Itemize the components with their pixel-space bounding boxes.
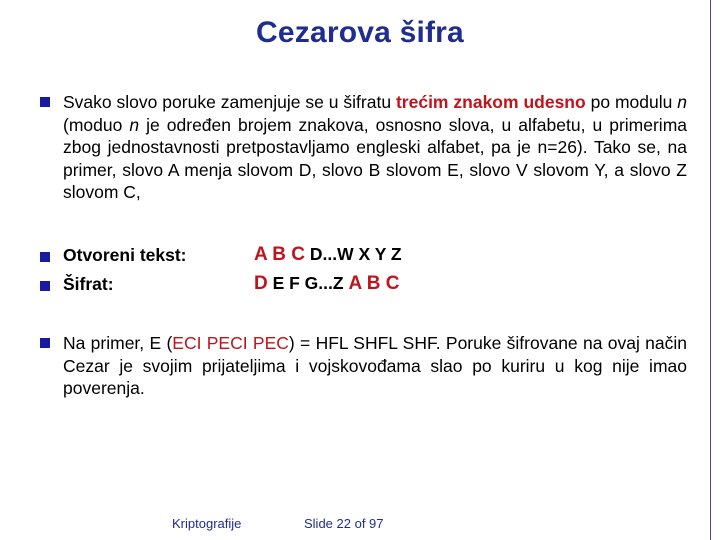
slide-title: Cezarova šifra xyxy=(256,16,464,49)
text: Svako slovo poruke zamenjuje se u šifratu xyxy=(63,92,396,112)
bullet-square-icon xyxy=(40,281,50,291)
footer-slide-number: Slide 22 of 97 xyxy=(304,516,384,531)
bullet-square-icon xyxy=(40,338,50,348)
paragraph-definition xyxy=(63,91,687,204)
bullet-square-icon xyxy=(40,252,50,262)
ciphertext-mid: E F G...Z xyxy=(267,273,349,293)
plaintext-rest: D...W X Y Z xyxy=(305,244,402,264)
highlight-text: trećim znakom udesno xyxy=(395,92,586,112)
variable-n: n xyxy=(129,114,140,135)
footer-course-name: Kriptografije xyxy=(172,516,242,531)
ciphertext-alphabet xyxy=(254,273,399,295)
ciphertext-red-letters: A B C xyxy=(348,273,400,294)
ciphertext-label: Šifrat: xyxy=(63,274,114,294)
example-plaintext: ECI PECI PEC xyxy=(172,333,289,353)
variable-n: n xyxy=(677,92,687,112)
plaintext-alphabet xyxy=(254,244,402,266)
text: Na primer, E ( xyxy=(63,333,173,353)
text: ) = HFL SHFL SHF. Poruke šifrovane na ovaj način Cezar je svojim prijateljima i vojskovođama slao po kuriru u kog nije imao poverenja. xyxy=(63,333,687,398)
text: (moduo xyxy=(63,114,130,135)
text: po modulu xyxy=(585,92,678,112)
text: je određen brojem znakova, osnosno slova, u alfabetu, u primerima zbog jednostavnosti pretpostavljamo engleski alfabet, pa je n=26). Tako se, na primer, slovo A menja slovom D, slovo B slovom E, slovo V slovom Y, a slovo Z slovom C, xyxy=(63,114,688,202)
bullet-square-icon xyxy=(40,97,50,107)
plaintext-red-letters: A B C xyxy=(254,244,306,265)
right-border-line xyxy=(710,0,711,540)
paragraph-example xyxy=(63,332,687,400)
plaintext-label: Otvoreni tekst: xyxy=(63,245,187,265)
ciphertext-red-letter: D xyxy=(254,273,268,294)
